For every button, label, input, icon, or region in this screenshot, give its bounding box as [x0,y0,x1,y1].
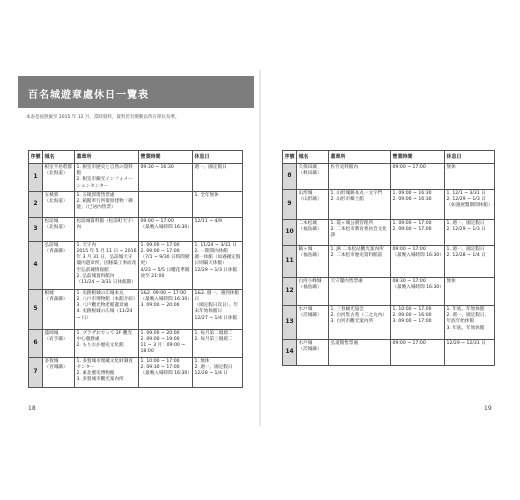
closed-cell [193,217,243,241]
hours-cell [391,246,445,278]
row-number: 12 [283,278,297,306]
closed-line: 1. 11/24 ~ 3/31 日 [194,242,237,248]
closed-cell [193,357,243,387]
hours-line: 11 ~ 3 月：09:00 ~ 18:00 [140,343,186,355]
hours-line: 1. 09:00 ~ 16:30 [392,191,432,196]
table-row [283,246,495,278]
stamp-cell [75,217,139,241]
hours-line: 09:00 ~ 17:00 [392,247,426,252]
right-table [282,150,495,366]
closed-line: 1. 每月第二個週二 [194,330,233,336]
closed-line: 2. 每月第三個週二 [194,336,233,342]
table-row [283,164,495,190]
hours-line: （最晚入場時間 16:30） [392,285,444,291]
col-header-castle: 城名 [297,151,329,164]
table-row [29,289,243,329]
table-row [29,217,243,241]
hours-cell [391,190,445,220]
castle-name: 根城 （青森縣） [43,289,75,329]
closed-line: 12/11 ~ 4/9 [194,218,222,224]
castle-name: 弘前城 （青森縣） [43,241,75,289]
hours-line: 3. 09:00 ~ 20:00 [140,303,180,309]
closed-line: 12/29 ~ 1/3 日休館 [194,267,238,273]
hours-line: （最晚入場時間 16:30） [140,296,192,302]
row-number: 8 [283,164,297,190]
closed-line: 週一休館（如遇國定假日則隔天休館） [194,255,241,267]
closed-line: 2. 週一、國定假日、年底年始休館 [446,313,490,325]
closed-line: 1&2. 週一、遇到休館日 [194,290,240,302]
note-text: 本表是按照截至 2015 年 12 月，當時資料，資料若有變動以所在單位為準。 [26,115,180,120]
hours-line: （最晚入場時間 16:30） [140,371,192,377]
stamp-line: 1. 山形城跡本丸一文字門 [330,191,383,196]
table-row [283,190,495,220]
hours-cell [391,306,445,340]
stamp-line: 1. 天守內 [76,242,97,248]
hours-line: 2. 09:00 ~ 19:00 [140,336,180,342]
hours-cell [139,357,193,387]
closed-line: 2. 週一、國定假日 [194,364,233,370]
row-number: 13 [283,306,297,340]
row-number: 6 [29,329,43,357]
row-number: 9 [283,190,297,220]
closed-cell [193,289,243,329]
hours-cell [139,329,193,357]
table-row [283,220,495,246]
hours-line: 4/23 ~ 5/5 日櫻花季開放至 21:00 [140,267,190,279]
stamp-line: 3. 八戶觀光物產館蓋章處 [76,303,129,309]
hours-cell [139,217,193,241]
hours-cell [391,340,445,366]
stamp-line: 1. JR 二本松站觀光案內所 [330,247,384,252]
castle-name: 白河小峰城 （福島縣） [297,278,329,306]
closed-line: 無休 [446,279,456,284]
col-header-stamp: 蓋章所 [329,151,391,164]
row-number: 11 [283,246,297,278]
hours-line: 2. 09:30 ~ 17:00 [140,364,180,370]
castle-name: 松前城 （北海道） [43,217,75,241]
col-header-closed: 休息日 [445,151,495,164]
stamp-line: 1. プラザおでって 2F 觀光中心服務處 [76,330,133,342]
table-row [29,357,243,387]
closed-line: 無休 [446,165,456,170]
closed-cell [193,191,243,217]
col-header-closed: 休息日 [193,151,243,164]
closed-cell [445,340,495,366]
stamp-cell [75,164,139,192]
castle-name: 鶴ヶ城 （福島縣） [297,246,329,278]
hours-cell [139,289,193,329]
closed-line: 2. 12/28 ~ 1/4 日 [446,253,486,259]
stamp-cell [329,340,391,366]
closed-line: 週一、國定假日 [194,165,227,170]
stamp-line: 2. 山形市郷土館 [330,197,364,203]
hours-line: 2. 09:00 ~ 17:00 [140,248,180,254]
hours-line: （最晚入場時間 16:30） [140,224,192,230]
row-number: 3 [29,217,43,241]
col-header-hours: 營業時間 [391,151,445,164]
page-number-left: 18 [28,405,36,412]
hours-line: （最晚入場時間 16:30） [392,253,444,259]
stamp-line: 2. 八戶市博物館（本館介紹） [76,296,138,302]
hours-line: 2. 09:00 ~ 17:00 [392,227,432,233]
castle-name: 久保田城 （秋田縣） [297,164,329,190]
castle-name: 多賀城 （宮城縣） [43,357,75,387]
castle-name: 盛岡城 （岩手縣） [43,329,75,357]
col-header-num: 序號 [283,151,297,164]
castle-name: 水戶城 （茨城縣） [297,340,329,366]
hours-line: 3. 09:00 ~ 17:00 [392,319,432,325]
closed-line: 1. 週一、國定假日 [446,247,485,252]
row-number: 2 [29,191,43,217]
hours-line: 2. 09:00 ~ 16:00 [392,313,432,319]
closed-line: 1. 年底、年始休館 [446,307,485,312]
stamp-line: （11/24 ~ 3/31 日休館期） [76,279,136,285]
stamp-line: 2. 二本松市教育委員会文化課 [330,227,387,239]
closed-line: 1. 12/1 ~ 3/31 日 [446,191,486,196]
stamp-cell [329,190,391,220]
stamp-cell [75,241,139,289]
hours-line: 1. 09:00 ~ 17:00 [140,242,180,248]
stamp-line: 2. 箱館奉行所復原建物「御庭」（已居內售票） [76,198,133,211]
stamp-cell [329,164,391,190]
hours-cell [139,191,193,217]
hours-line: 08:30 ~ 17:00 [392,279,426,284]
closed-line: 2. 12/29 ~ 1/3 日 [446,227,486,233]
hours-line: 09:00 ~ 17:00 [392,165,426,170]
hours-line: （7/1 ~ 9/30 日時間變更） [140,255,190,267]
page-number-right: 19 [484,405,492,412]
closed-line: 2. 一期間內休館 [194,248,228,254]
table-row [29,191,243,217]
col-header-num: 序號 [29,151,43,164]
row-number: 7 [29,357,43,387]
closed-line: 1. 週一、國定假日 [446,221,485,226]
stamp-line: 弘道館售票處 [330,341,359,346]
hours-cell [139,164,193,192]
stamp-line: 2. もりおか歴史文化館 [76,343,124,349]
stamp-line: 松前城資料館（松前町天守）內 [76,218,137,230]
closed-cell [445,246,495,278]
hours-line: 1. 10:00 ~ 17:00 [392,307,432,312]
row-number: 4 [29,241,43,289]
col-header-hours: 營業時間 [139,151,193,164]
table-row [283,340,495,366]
hours-cell [139,241,193,289]
stamp-cell [75,191,139,217]
row-number: 10 [283,220,297,246]
stamp-line: 2. 二本松市歴史資料館前 [330,253,383,259]
book-spine [259,70,261,426]
stamp-cell [75,329,139,357]
closed-line: 12/27 ~ 1/4 日休館 [194,315,238,321]
left-table [28,150,243,388]
row-number: 5 [29,289,43,329]
hours-cell [391,278,445,306]
stamp-cell [75,357,139,387]
closed-cell [445,190,495,220]
stamp-cell [75,289,139,329]
closed-line: 1. 無休 [194,358,210,364]
closed-line: 1. 全年無休 [194,192,219,198]
stamp-line: 2. 根室市観光インフォメーションセンター [76,177,133,189]
stamp-line: 1. 多賀城市埋蔵文化財調査センター [76,358,133,370]
stamp-line: 3. 多賀城市觀光案內所 [76,377,124,383]
table-row [29,241,243,289]
stamp-line: 3. 白河市觀光案內所 [330,319,374,325]
col-header-castle: 城名 [43,151,75,164]
table-row [283,306,495,340]
page-title: 百名城遊章處休日一覽表 [28,90,149,101]
hours-line: 1. 09:00 ~ 20:00 [140,330,180,336]
castle-name: 五稜郭 （北海道） [43,191,75,217]
castle-name: 水戶城 （茨城縣） [297,306,329,340]
castle-name: 山形城 （山形縣） [297,190,329,220]
castle-name: 根室半島砦群 （北海道） [43,164,75,192]
stamp-cell [329,306,391,340]
stamp-line: 2. 白河集古苑（二之丸內） [330,313,387,319]
stamp-line: 佐竹史料館內 [330,165,359,170]
hours-cell [391,164,445,190]
hours-cell [391,220,445,246]
closed-cell [445,164,495,190]
stamp-cell [329,246,391,278]
stamp-line: 1. 根室市歴史と自然の資料館 [76,165,133,177]
closed-cell [193,164,243,192]
hours-line: 09:30 ~ 16:30 [140,165,174,170]
stamp-cell [329,278,391,306]
stamp-line: 4. 史跡根城の広場（11/24 ~ 日） [76,309,133,321]
castle-name: 二本松城 （福島縣） [297,220,329,246]
row-number: 1 [29,164,43,192]
stamp-line: 天守閣內售票處 [330,279,363,284]
closed-cell [445,278,495,306]
row-number: 14 [283,340,297,366]
hours-line: 2. 09:00 ~ 16:30 [392,197,432,203]
col-header-stamp: 蓋章所 [75,151,139,164]
table-row [29,329,243,357]
closed-line: 3. 年底、年始休館 [446,325,485,331]
stamp-cell [329,220,391,246]
stamp-line: 2015 年 5 月 11 日 ~ 2016 年 3 月 31 日，弘前城天守閣內遊章所，因移築工事而改至弘前城情報館 [76,248,137,273]
stamp-line: 1. 五稜郭塔售票處 [76,192,115,198]
hours-line: 09:00 ~ 17:00 [140,218,174,224]
closed-line: （國定假日次日）、年末年始休館日 [194,303,239,315]
closed-cell [193,241,243,289]
closed-cell [445,306,495,340]
stamp-line: 1. 霞ヶ城公園管理所 [330,221,374,226]
hours-line: 1. 09:00 ~ 17:00 [392,221,432,226]
closed-cell [445,220,495,246]
closed-cell [193,329,243,357]
hours-line: 1. 10:00 ~ 17:00 [140,358,180,364]
stamp-line: 2. 弘前城資料館內 [76,273,115,279]
stamp-line: 1. 史跡根城の広場本丸 [76,290,124,296]
stamp-line: 2. 東北歷史博物館 [76,371,115,377]
table-row [29,164,243,192]
table-row [283,278,495,306]
hours-line: 1&2. 09:00 ~ 17:00 [140,290,187,296]
closed-line: 12/28 ~ 1/4 日 [194,371,228,377]
hours-line: 09:00 ~ 17:00 [392,341,426,346]
closed-line: 2. 12/29 ~ 1/3 日（如遇展覽期間休館） [446,197,493,209]
closed-line: 12/29 ~ 12/31 日 [446,341,486,346]
stamp-line: 1. 三春観光協会 [330,307,364,312]
